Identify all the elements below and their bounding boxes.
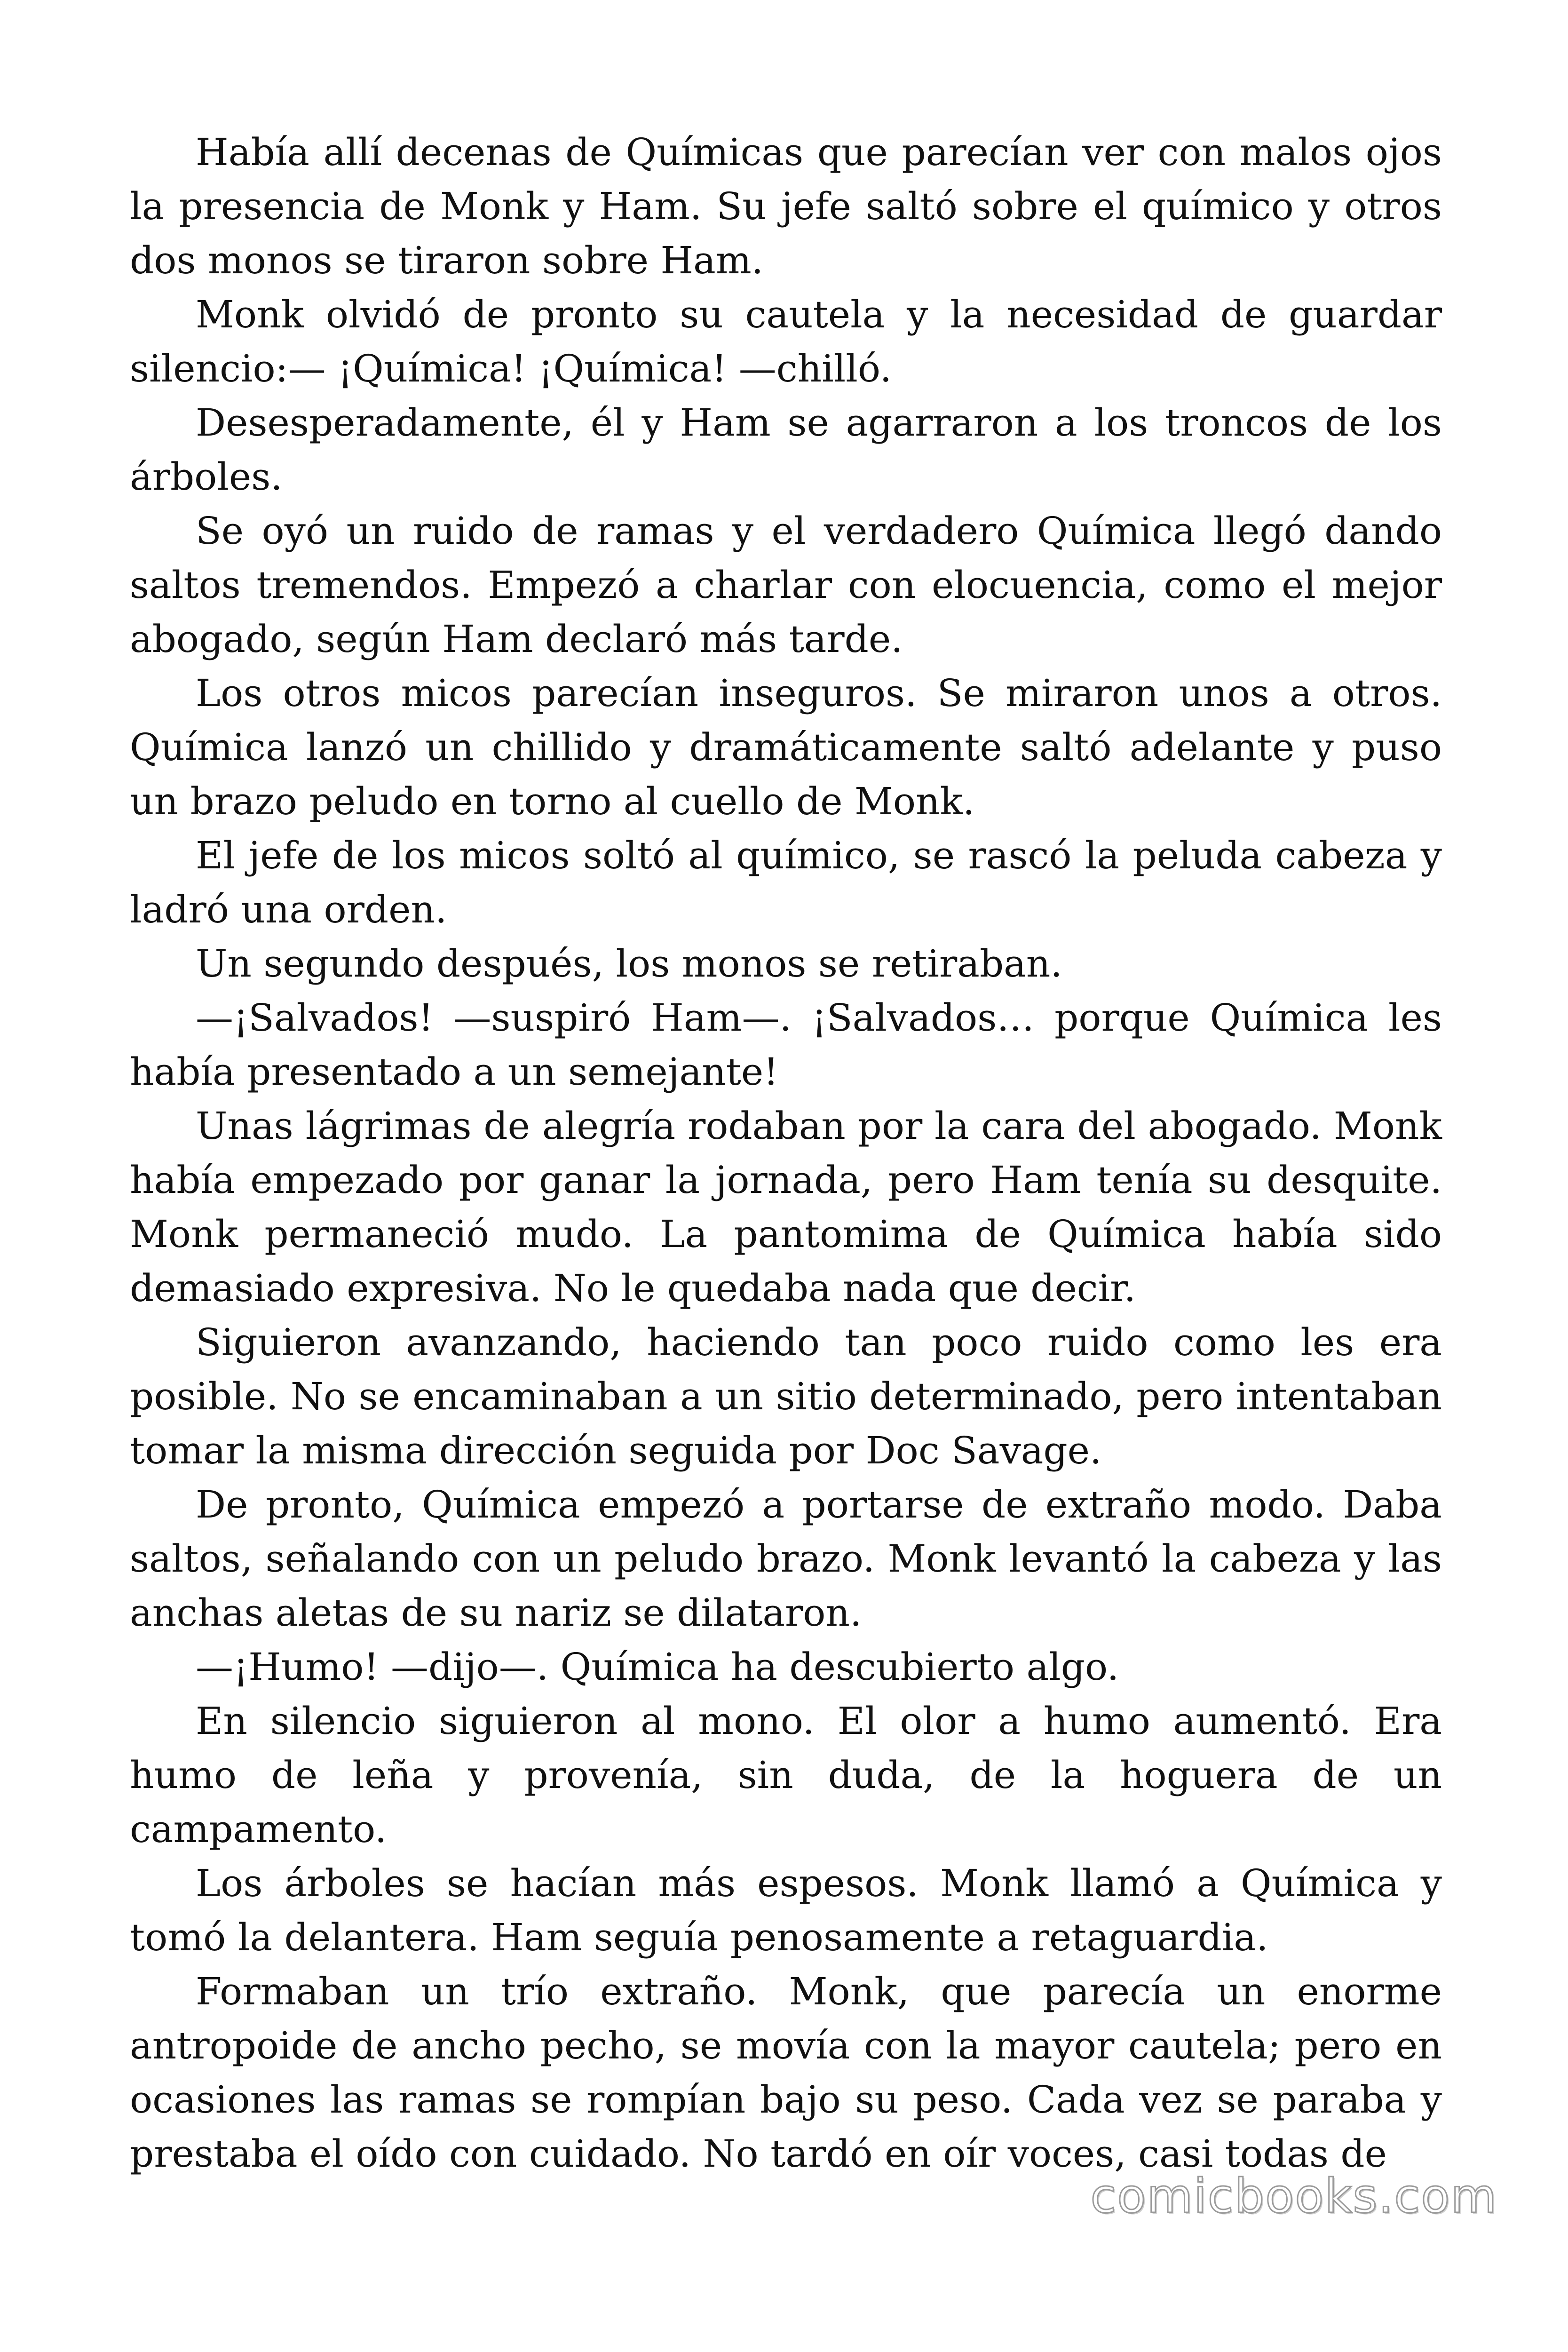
paragraph-3: Desesperadamente, él y Ham se agarraron a los troncos de los árboles. [130,401,1442,499]
paragraph-15: Formaban un trío extraño. Monk, que parecía un enorme antropoide de ancho pecho, se movía con la mayor cautela; pero en ocasiones las ramas se rompían bajo su peso. Cada vez se paraba y prestaba el oído con cuidado. No tardó en oír voces, casi todas de [130,1970,1442,2176]
paragraph-11: De pronto, Química empezó a portarse de extraño modo. Daba saltos, señalando con un peludo brazo. Monk levantó la cabeza y las anchas aletas de su nariz se dilataron. [130,1483,1442,1635]
paragraph-4: Se oyó un ruido de ramas y el verdadero Química llegó dando saltos tremendos. Empezó a charlar con elocuencia, como el mejor abogado, según Ham declaró más tarde. [130,509,1442,661]
paragraph-14: Los árboles se hacían más espesos. Monk llamó a Química y tomó la delantera. Ham seguía penosamente a retaguardia. [130,1861,1442,1959]
paragraph-12: —¡Humo! —dijo—. Química ha descubierto algo. [196,1645,1119,1689]
paragraph-6: El jefe de los micos soltó al químico, se rascó la peluda cabeza y ladró una orden. [130,834,1442,931]
paragraph-2: Monk olvidó de pronto su cautela y la necesidad de guardar silencio:— ¡Química! ¡Química! —chilló. [130,293,1442,390]
body-text [130,125,1442,2181]
paragraph-7: Un segundo después, los monos se retiraban. [196,942,1062,985]
paragraph-13: En silencio siguieron al mono. El olor a humo aumentó. Era humo de leña y provenía, sin duda, de la hoguera de un campamento. [130,1699,1442,1851]
paragraph-10: Siguieron avanzando, haciendo tan poco ruido como les era posible. No se encaminaban a un sitio determinado, pero intentaban tomar la misma dirección seguida por Doc Savage. [130,1320,1442,1472]
watermark-logo: comicbooks.com [1090,2169,1497,2224]
paragraph-5: Los otros micos parecían inseguros. Se miraron unos a otros. Química lanzó un chillido y dramáticamente saltó adelante y puso un brazo peludo en torno al cuello de Monk. [130,671,1442,823]
paragraph-9: Unas lágrimas de alegría rodaban por la cara del abogado. Monk había empezado por ganar la jornada, pero Ham tenía su desquite. Monk permaneció mudo. La pantomima de Química había sido demasiado expresiva. No le quedaba nada que decir. [130,1104,1442,1310]
paragraph-1: Había allí decenas de Químicas que parecían ver con malos ojos la presencia de Monk y Ham. Su jefe saltó sobre el químico y otros dos monos se tiraron sobre Ham. [130,130,1442,282]
paragraph-8: —¡Salvados! —suspiró Ham—. ¡Salvados… porque Química les había presentado a un semejante! [130,996,1442,1094]
